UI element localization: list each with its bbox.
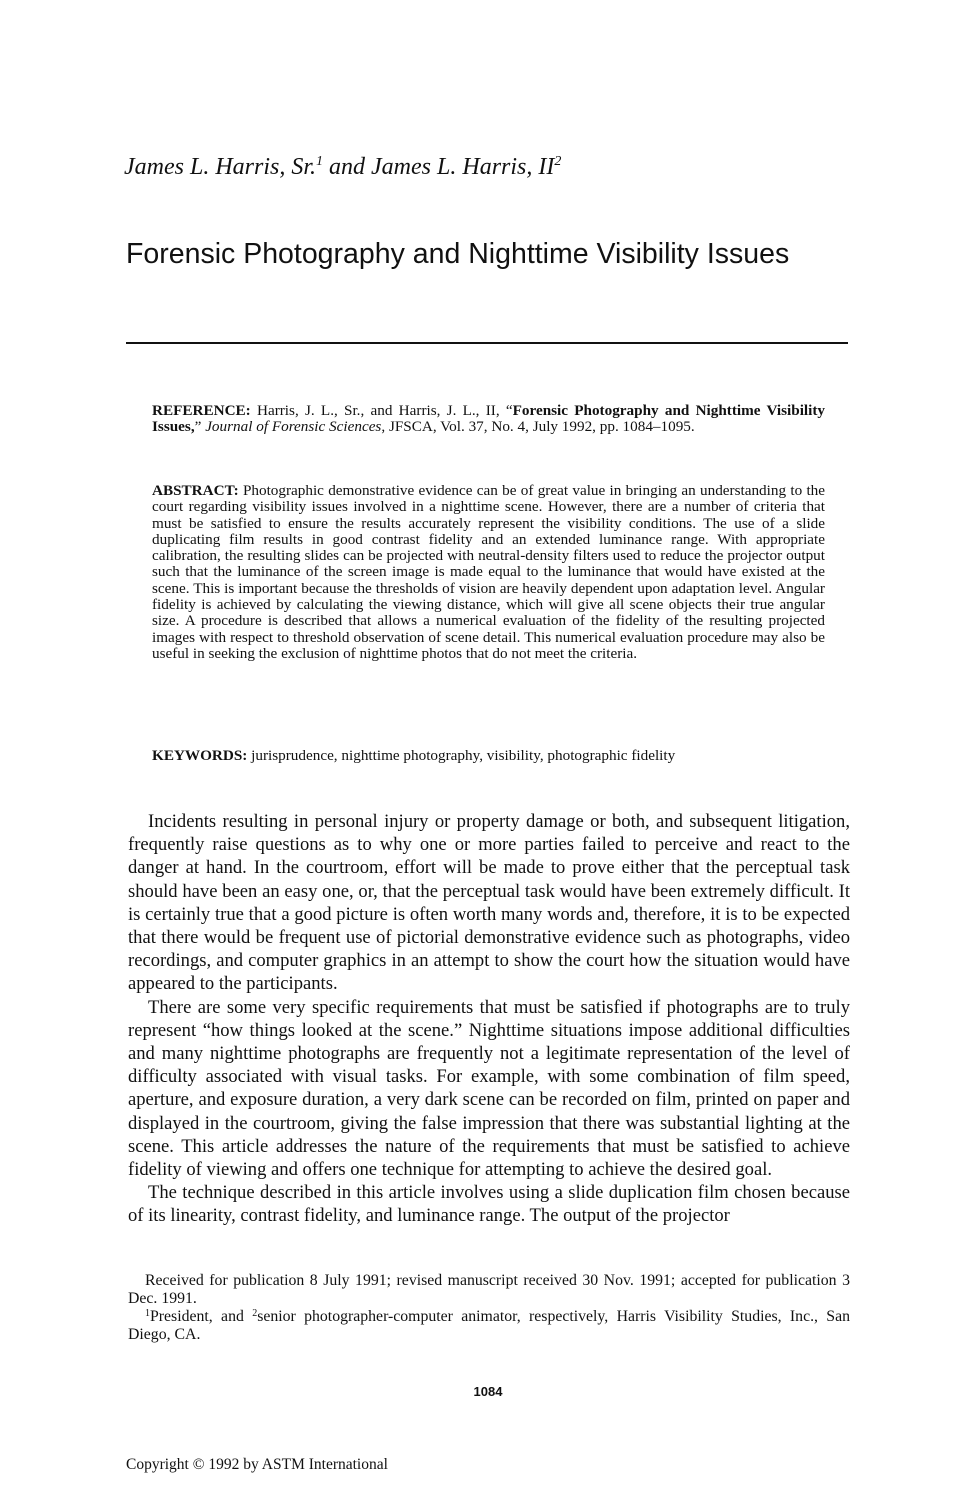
abstract-block <box>152 483 825 662</box>
footnote-role-1: President, and <box>150 1308 253 1325</box>
abstract-label: ABSTRACT: <box>152 482 239 499</box>
author-1-name: James L. Harris, Sr. <box>124 154 317 180</box>
page-number: 1084 <box>473 1384 503 1399</box>
footnote-role-2: senior photographer-computer animator, respectively, Harris Visibility Studies, Inc., San Diego, CA. <box>128 1308 850 1343</box>
footnote-affiliations <box>128 1308 850 1344</box>
author-1-footnote-mark: 1 <box>316 154 324 169</box>
footnote-received: Received for publication 8 July 1991; revised manuscript received 30 Nov. 1991; accepted for publication 3 Dec. 1991. <box>128 1272 850 1307</box>
reference-text-mid: ” <box>194 418 206 436</box>
title-divider <box>126 342 848 344</box>
reference-block <box>152 403 825 436</box>
body-paragraph: There are some very specific requirements that must be satisfied if photographs are to truly represent “how things looked at the scene.” Nighttime situations impose additional difficulties and many nighttime photographs are frequently not a legitimate representation of the level of difficulty associated with visual tasks. For example, with some combination of film speed, aperture, and exposure duration, a very dark scene can be recorded on film, printed on paper and displayed in the courtroom, giving the false impression that there was substantial lighting at the scene. This article addresses the nature of the requirements that must be satisfied to achieve fidelity of viewing and offers one technique for attempting to achieve the desired goal. <box>128 996 850 1181</box>
keywords-text: jurisprudence, nighttime photography, visibility, photographic fidelity <box>251 747 676 764</box>
body-paragraph: Incidents resulting in personal injury or property damage or both, and subsequent litigation, frequently raise questions as to why one or more parties failed to perceive and react to the danger at hand. In the courtroom, effort will be made to prove either that the perceptual task should have been an easy one, or, that the perceptual task would have been extremely difficult. It is certainly true that a good picture is often worth many words and, therefore, it is to be expected that there would be frequent use of pictorial demonstrative evidence such as photographs, video recordings, and computer graphics in an attempt to show the court how the situation would have appeared to the participants. <box>128 811 850 995</box>
author-line <box>124 154 561 181</box>
abstract-text: Photographic demonstrative evidence can be of great value in bringing an understanding to the court regarding visibility issues involved in a nighttime scene. However, there are a number of criteria that must be satisfied to ensure the results accurately represent the visibility conditions. The use of a slide duplicating film results in good contrast fidelity and an extended luminance range. With appropriate calibration, the resulting slides can be projected with neutral-density filters used to reduce the projector output such that the luminance of the screen image is made equal to the luminance that would have existed at the scene. This is important because the thresholds of vision are heavily dependent upon adaptation level. Angular fidelity is achieved by calculating the viewing distance, which will give all scene objects their true angular size. A procedure is described that allows a numerical evaluation of the fidelity of the resulting projected images with respect to threshold observation of scene detail. This numerical evaluation procedure may also be useful in seeking the exclusion of nighttime photos that do not meet the criteria. <box>152 482 826 662</box>
body-text <box>128 810 850 1228</box>
reference-text-after: , JFSCA, Vol. 37, No. 4, July 1992, pp. 1084–1095. <box>381 418 695 436</box>
reference-article-title: Forensic Photography and Nighttime Visibility Issues, <box>152 402 826 436</box>
reference-journal: Journal of Forensic Sciences <box>205 418 382 436</box>
paper-title: Forensic Photography and Nighttime Visibility Issues <box>126 238 790 270</box>
reference-label: REFERENCE: <box>152 402 251 419</box>
reference-text-before: Harris, J. L., Sr., and Harris, J. L., II, “ <box>256 402 513 419</box>
keywords-block <box>152 748 825 764</box>
footnote-mark-1: 1 <box>145 1308 150 1319</box>
body-paragraph: The technique described in this article involves using a slide duplication film chosen because of its linearity, contrast fidelity, and luminance range. The output of the projector <box>128 1182 850 1227</box>
author-2-footnote-mark: 2 <box>554 154 562 169</box>
footnotes <box>128 1272 850 1344</box>
author-conjunction: and <box>329 154 366 180</box>
keywords-label: KEYWORDS: <box>152 747 248 764</box>
footnote-mark-2: 2 <box>252 1308 258 1319</box>
author-2-name: James L. Harris, II <box>371 154 555 180</box>
copyright-notice: Copyright © 1992 by ASTM International <box>126 1456 388 1473</box>
